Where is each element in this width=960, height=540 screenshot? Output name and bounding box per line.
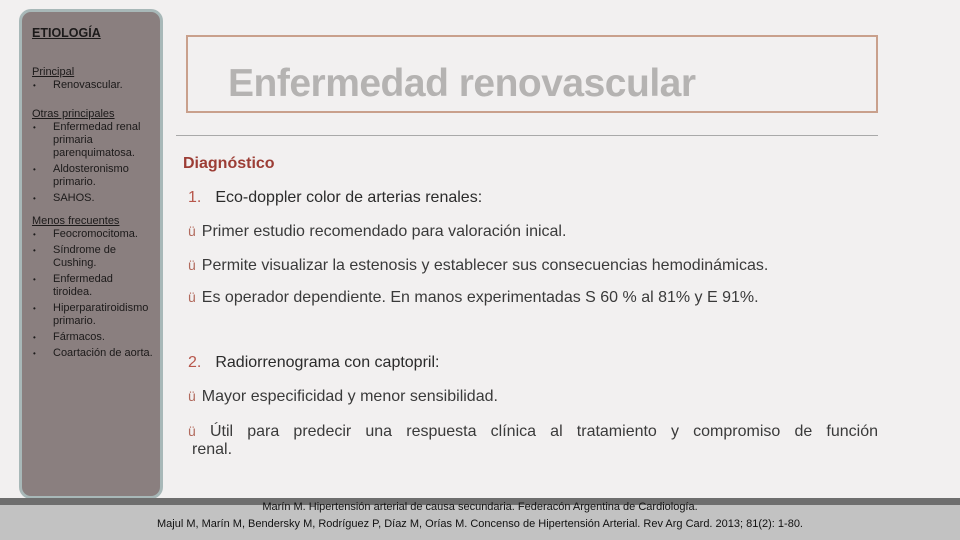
numbered-item-1 — [188, 189, 482, 207]
check-point: ü Permite visualizar la estenosis y establecer sus consecuencias hemodinámicas. — [188, 257, 769, 274]
menos-group — [32, 215, 160, 360]
check-icon: ü — [188, 289, 196, 305]
etiology-panel — [19, 9, 163, 499]
list-item: • Renovascular. — [33, 79, 123, 91]
list-item: • Fármacos. — [33, 331, 105, 343]
section-title: Diagnóstico — [183, 155, 275, 172]
divider — [176, 135, 878, 136]
otras-list — [32, 121, 160, 205]
reference-1: Marín M. Hipertensión arterial de causa secundaria. Federacón Argentina de Cardiología. — [262, 501, 698, 513]
bullet-icon: • — [33, 81, 36, 90]
bullet-icon: • — [33, 304, 36, 313]
list-item: • Enfermedad tiroidea. — [33, 273, 113, 298]
list-item: • Feocromocitoma. — [33, 228, 138, 240]
bullet-icon: • — [33, 246, 36, 255]
principal-group — [32, 66, 160, 92]
menos-list — [32, 228, 160, 360]
list-item: • SAHOS. — [33, 192, 95, 204]
otras-group — [32, 108, 160, 205]
list-item: • Síndrome de Cushing. — [33, 244, 116, 269]
slide-title: Enfermedad renovascular — [228, 62, 696, 105]
item-text: Eco-doppler color de arterias renales: — [215, 189, 483, 206]
numbered-item-2 — [188, 354, 439, 372]
menos-heading: Menos frecuentes — [32, 215, 120, 227]
item-text: Radiorrenograma con captopril: — [215, 354, 440, 371]
otras-heading: Otras principales — [32, 108, 115, 120]
list-item: • Enfermedad renal primaria parenquimatosa. — [33, 121, 141, 159]
item-number: 2. — [188, 354, 202, 371]
list-item: • Coartación de aorta. — [33, 347, 153, 359]
reference-2: Majul M, Marín M, Bendersky M, Rodríguez P, Díaz M, Orías M. Concenso de Hipertensión Arterial. Rev Arg Card. 2013; 81(2): 1-80. — [156, 518, 803, 530]
bullet-icon: • — [33, 333, 36, 342]
principal-list — [32, 79, 160, 92]
bullet-icon: • — [33, 275, 36, 284]
bullet-icon: • — [33, 165, 36, 174]
list-item: • Hiperparatiroidismo primario. — [33, 302, 149, 327]
list-item: • Aldosteronismo primario. — [33, 163, 129, 188]
bullet-icon: • — [33, 123, 36, 132]
item-number: 1. — [188, 189, 202, 206]
bullet-icon: • — [33, 230, 36, 239]
etiology-title: ETIOLOGÍA — [32, 26, 101, 40]
check-point: ü Es operador dependiente. En manos experimentadas S 60 % al 81% y E 91%. — [188, 289, 759, 306]
bullet-icon: • — [33, 194, 36, 203]
check-icon: ü — [188, 423, 196, 439]
check-point: ü Útil para predecir una respuesta clínica al tratamiento y compromiso de función renal. — [188, 423, 878, 458]
check-icon: ü — [188, 223, 196, 239]
check-icon: ü — [188, 388, 196, 404]
check-point: ü Mayor especificidad y menor sensibilidad. — [188, 388, 498, 405]
bullet-icon: • — [33, 349, 36, 358]
principal-heading: Principal — [32, 66, 75, 78]
check-point: ü Primer estudio recomendado para valoración inical. — [188, 223, 567, 240]
check-icon: ü — [188, 257, 196, 273]
